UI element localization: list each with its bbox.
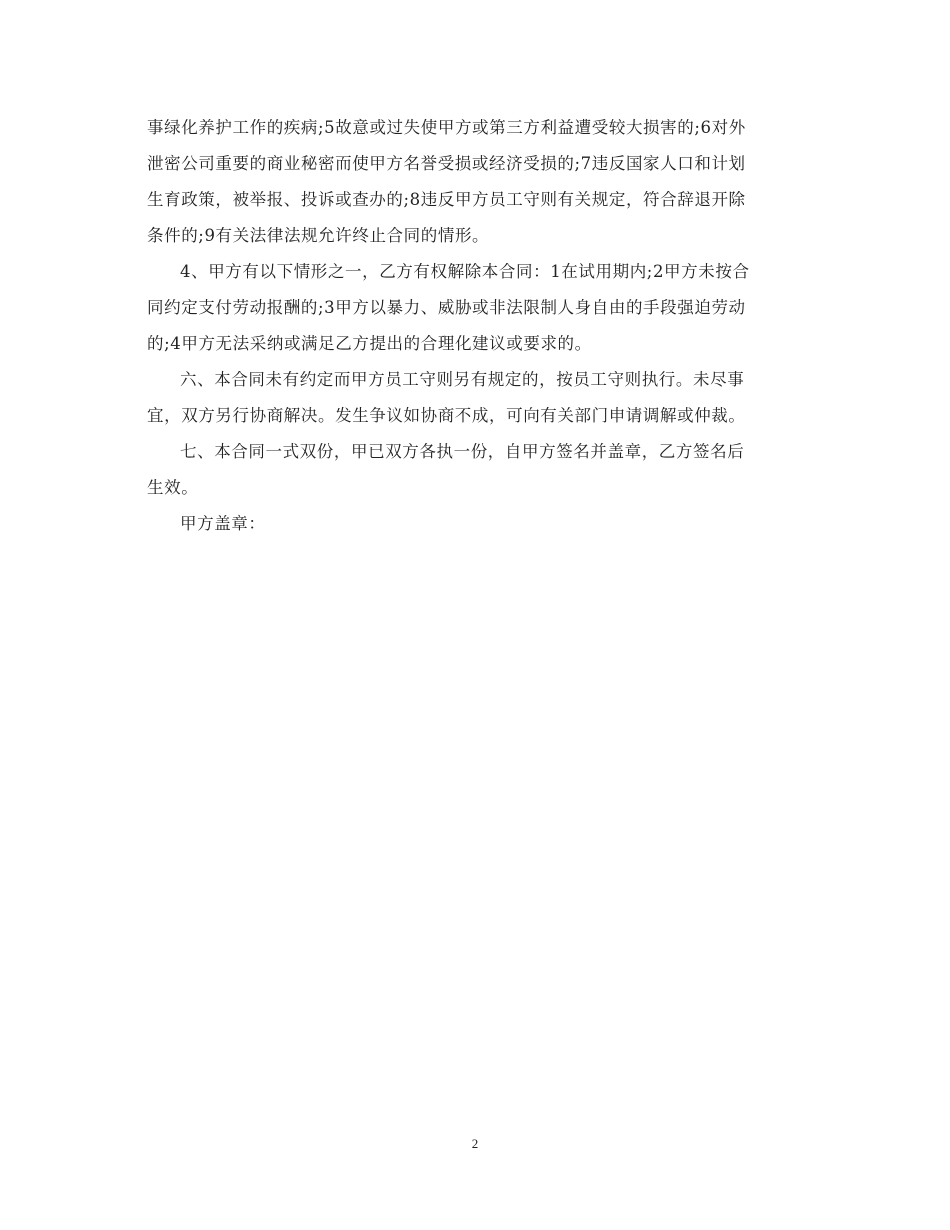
text-line: 生育政策，被举报、投诉或查办的;8违反甲方员工守则有关规定，符合辞退开除 — [147, 190, 746, 209]
page-number: 2 — [471, 1136, 479, 1151]
text-line: 七、本合同一式双份，甲已双方各执一份，自甲方签名并盖章，乙方签名后 — [180, 442, 745, 461]
paragraph-5-4 — [147, 254, 807, 362]
text-line: 条件的;9有关法律法规允许终止合同的情形。 — [147, 226, 490, 245]
paragraph-6 — [147, 362, 807, 434]
paragraph-7 — [147, 434, 807, 506]
text-line: 六、本合同未有约定而甲方员工守则另有规定的，按员工守则执行。未尽事 — [180, 370, 745, 389]
text-line: 的;4甲方无法采纳或满足乙方提出的合理化建议或要求的。 — [147, 334, 592, 353]
paragraph-5-3-continued — [147, 110, 807, 254]
text-line: 宜，双方另行协商解决。发生争议如协商不成，可向有关部门申请调解或仲裁。 — [147, 406, 746, 425]
text-line: 同约定支付劳动报酬的;3甲方以暴力、威胁或非法限制人身自由的手段强迫劳动 — [147, 298, 746, 317]
document-body — [147, 110, 807, 542]
text-line: 泄密公司重要的商业秘密而使甲方名誉受损或经济受损的;7违反国家人口和计划 — [147, 154, 746, 173]
text-line: 4、甲方有以下情形之一，乙方有权解除本合同：1在试用期内;2甲方未按合 — [180, 262, 750, 281]
text-line: 甲方盖章： — [180, 514, 266, 533]
party-a-seal-label — [147, 506, 807, 542]
text-line: 生效。 — [147, 478, 199, 497]
text-line: 事绿化养护工作的疾病;5故意或过失使甲方或第三方利益遭受较大损害的;6对外 — [147, 118, 746, 137]
